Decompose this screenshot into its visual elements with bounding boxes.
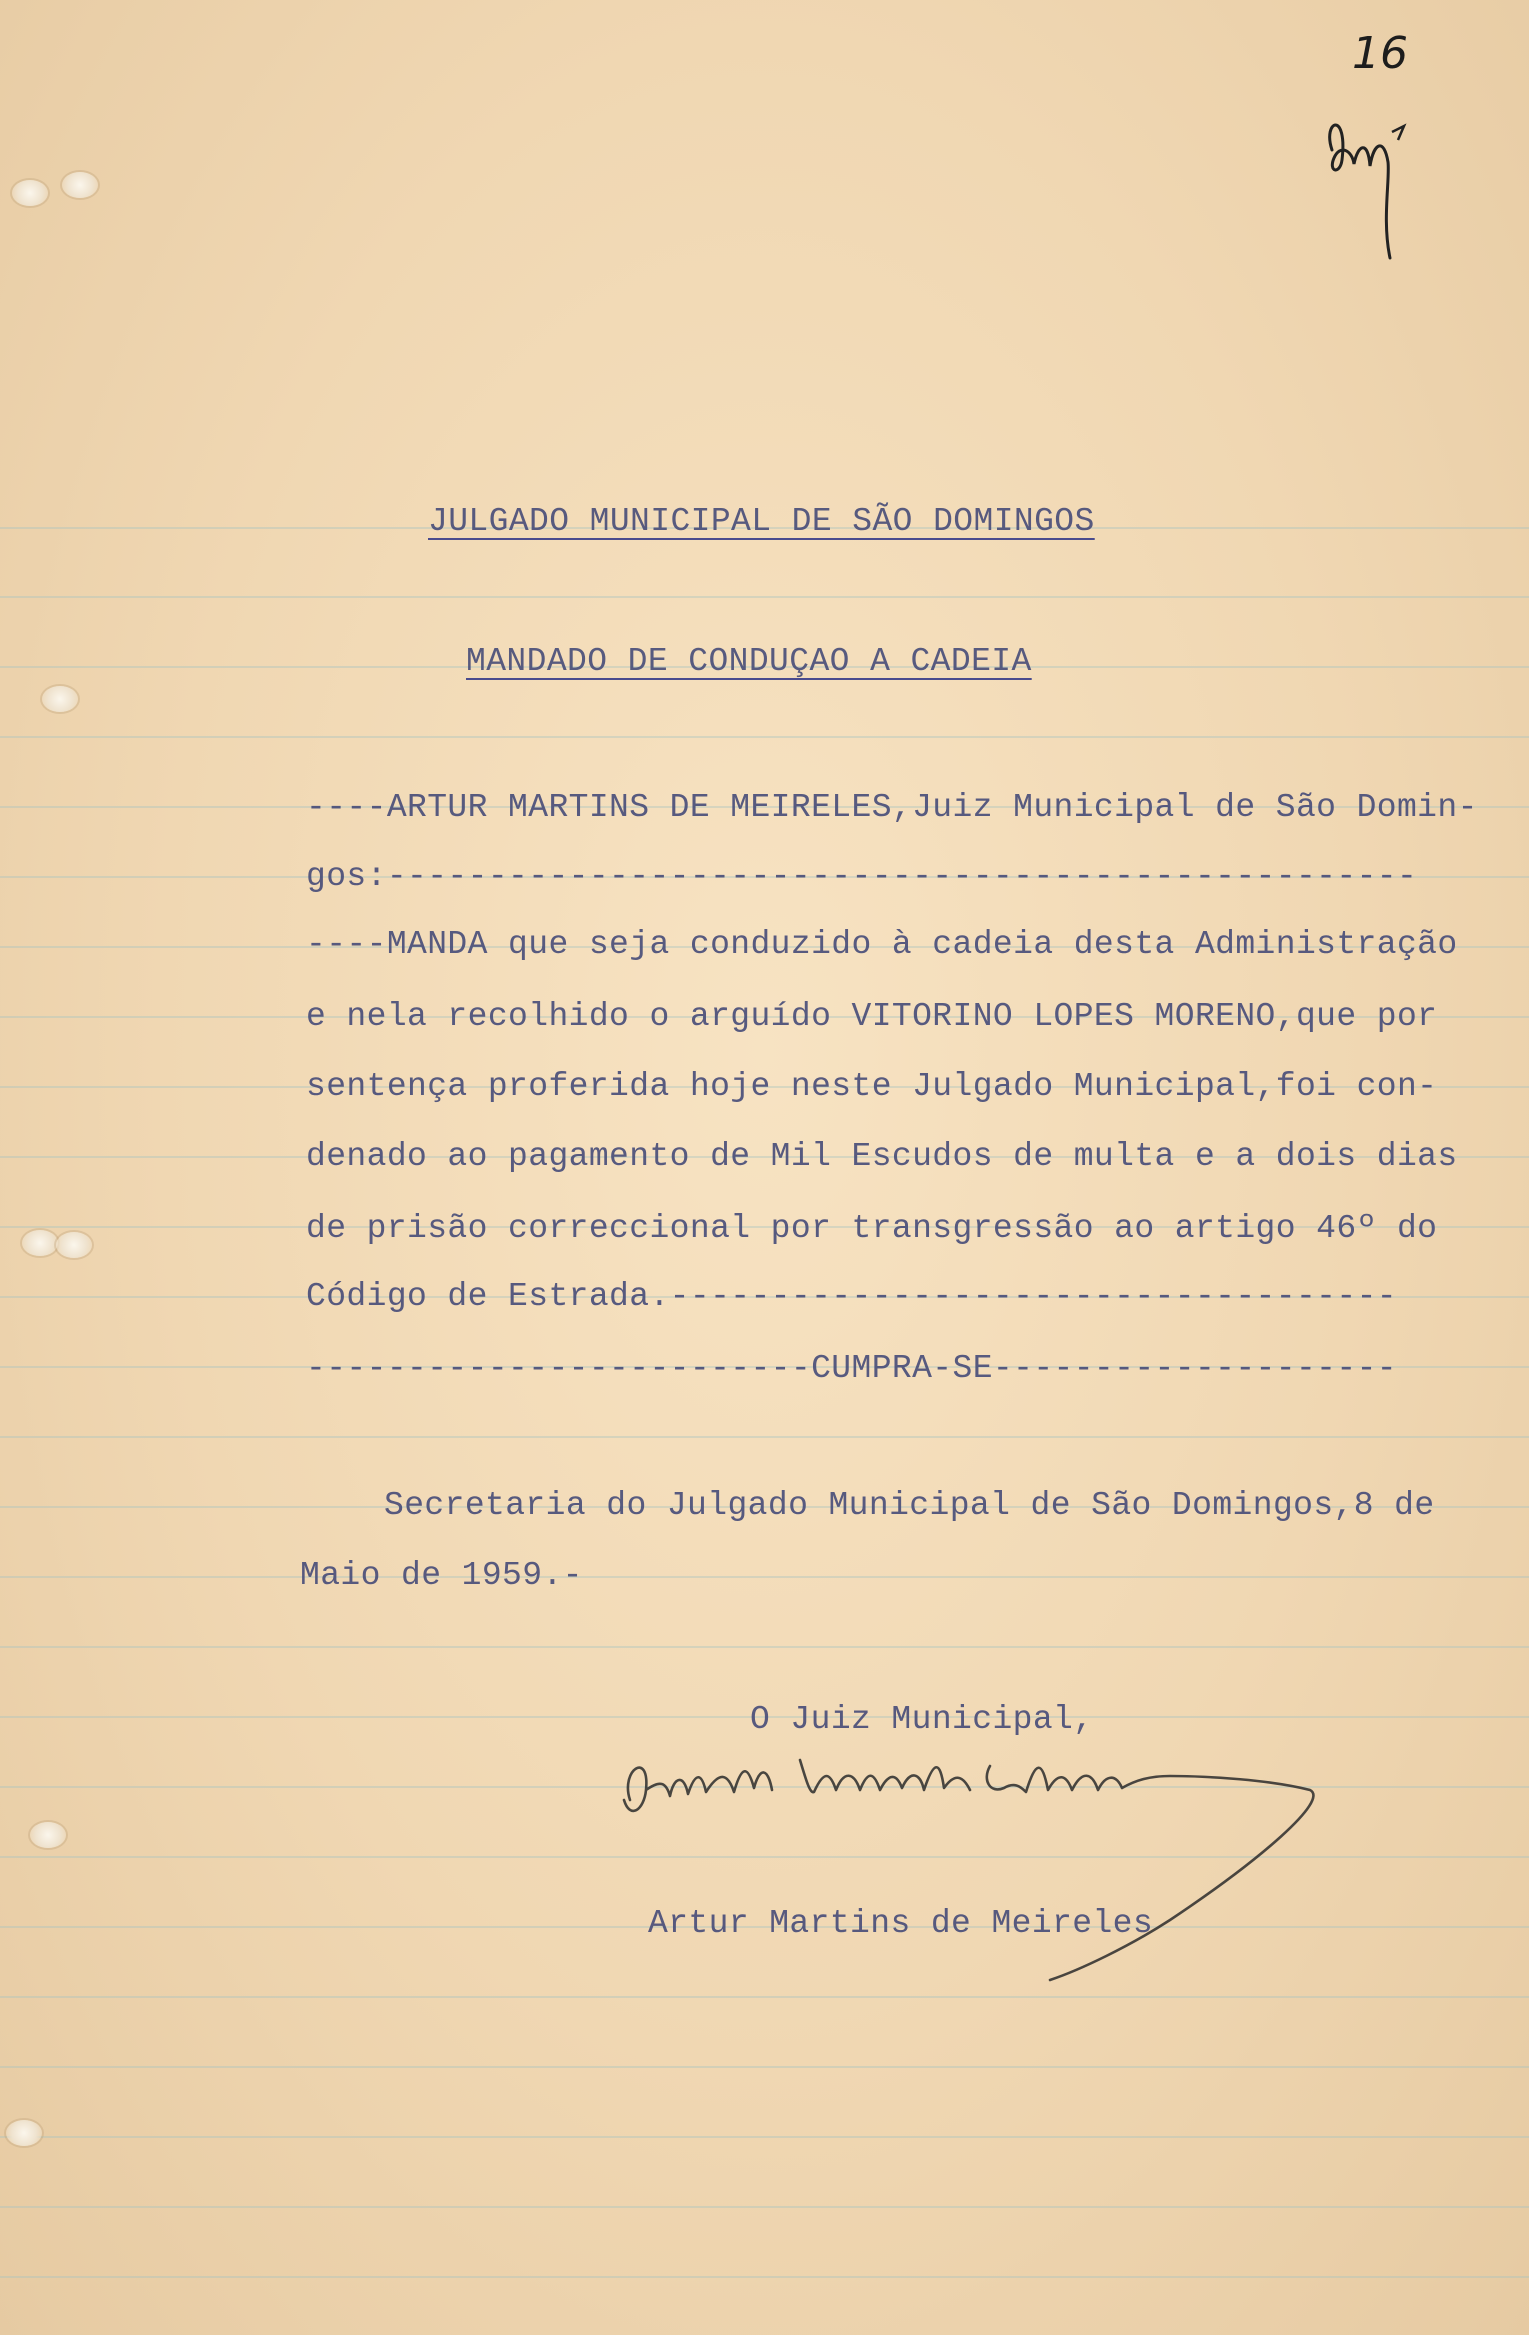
punch-hole: [12, 180, 48, 206]
body-line: de prisão correccional por transgressão ao artigo 46º do: [306, 1210, 1438, 1247]
punch-hole: [30, 1822, 66, 1848]
body-line: denado ao pagamento de Mil Escudos de multa e a dois dias: [306, 1138, 1458, 1175]
document-title: MANDADO DE CONDUÇAO A CADEIA: [466, 643, 1032, 680]
closing-line: O Juiz Municipal,: [750, 1701, 1094, 1738]
body-line: sentença proferida hoje neste Julgado Municipal,foi con-: [306, 1068, 1438, 1105]
body-line: ----MANDA que seja conduzido à cadeia desta Administração: [306, 926, 1458, 963]
punch-hole: [22, 1230, 58, 1256]
punch-hole: [56, 1232, 92, 1258]
body-line: -------------------------CUMPRA-SE--------------------: [306, 1350, 1397, 1387]
date-line: Secretaria do Julgado Municipal de São Domingos,8 de: [384, 1487, 1435, 1524]
punch-hole: [42, 686, 78, 712]
folio-number: 16: [1352, 28, 1408, 79]
court-title: JULGADO MUNICIPAL DE SÃO DOMINGOS: [428, 503, 1095, 540]
body-line: Código de Estrada.------------------------------------: [306, 1278, 1397, 1315]
punch-hole: [6, 2120, 42, 2146]
punch-hole: [62, 172, 98, 198]
body-line: ----ARTUR MARTINS DE MEIRELES,Juiz Municipal de São Domin-: [306, 789, 1478, 826]
body-line: gos:---------------------------------------------------: [306, 858, 1418, 895]
signatory-name: Artur Martins de Meireles: [648, 1905, 1154, 1942]
body-line: e nela recolhido o arguído VITORINO LOPES MORENO,que por: [306, 998, 1438, 1035]
date-line: Maio de 1959.-: [300, 1557, 583, 1594]
